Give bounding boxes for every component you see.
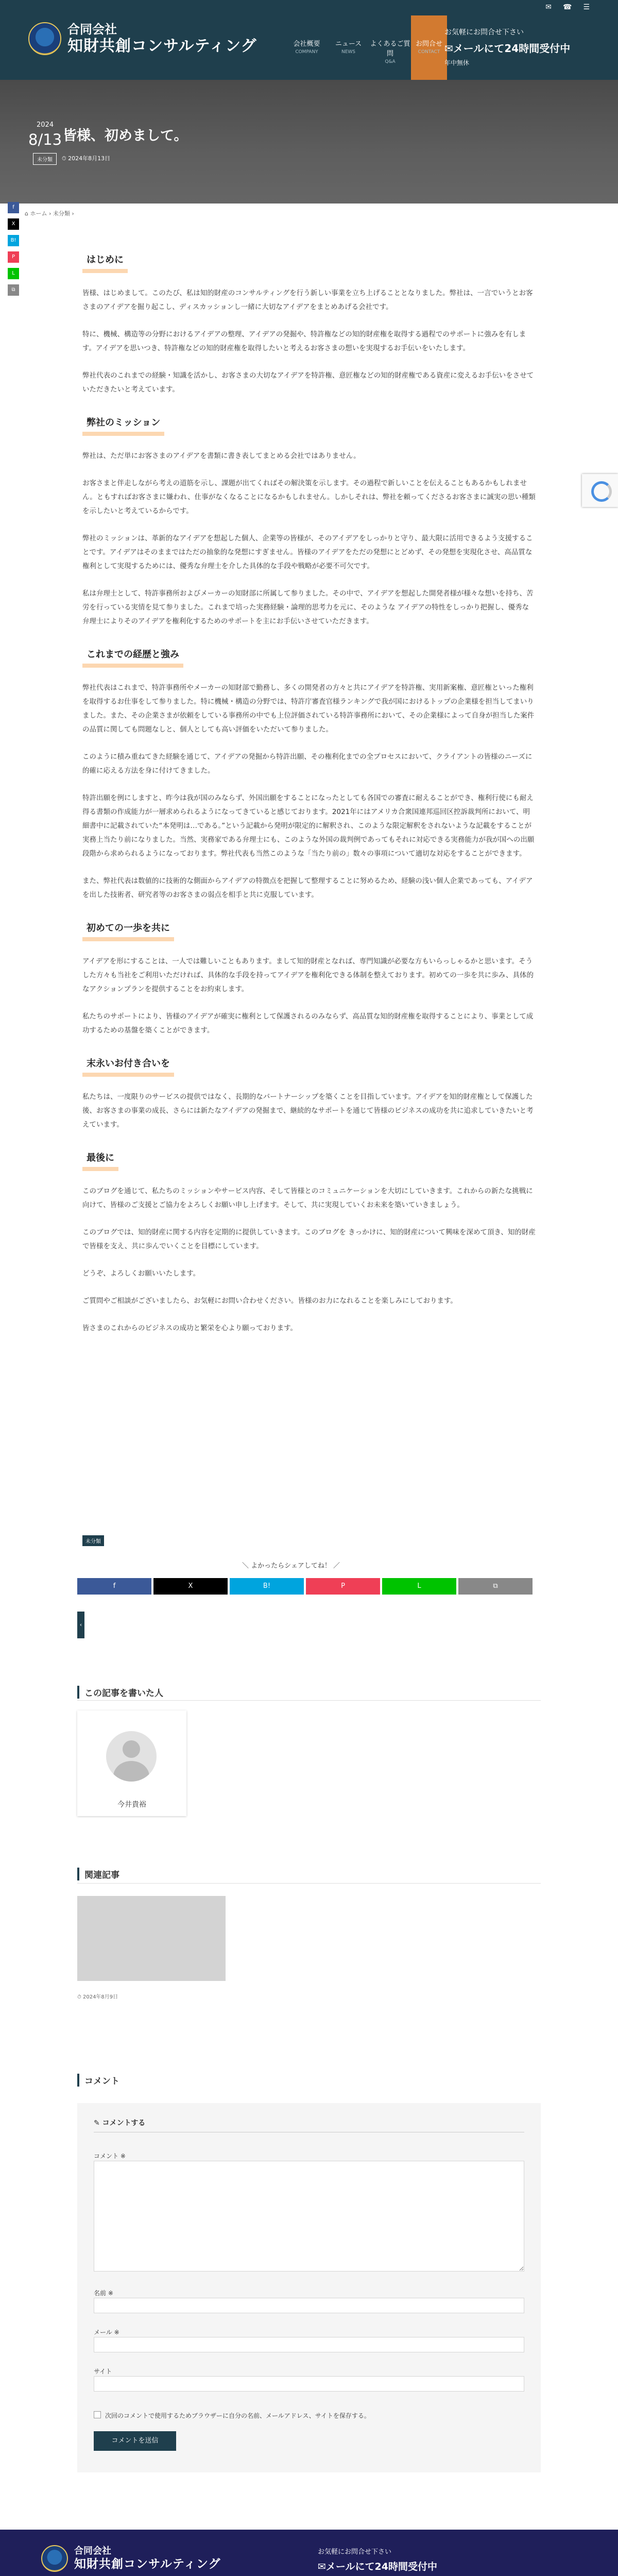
comment-form	[77, 2103, 541, 2472]
nav-contact[interactable]: お問合せ CONTACT	[411, 15, 447, 80]
company-type: 合同会社	[67, 22, 117, 37]
header-contact-info: お気軽にお問合せ下さい ✉メールにて24時間受付中 年中無休	[444, 28, 571, 66]
author-section-title: この記事を書いた人	[77, 1686, 163, 1699]
comment-textarea[interactable]	[94, 2161, 524, 2272]
pencil-icon: ✎	[94, 2119, 100, 2127]
author-name: 今井貴裕	[117, 1801, 146, 1809]
avatar	[106, 1731, 157, 1782]
section-closing: 最後に このブログを通じて、私たちのミッションやサービス内容、そして皆様とのコミュニケーションを大切にしていきます。これからの新たな挑戦に向けて、皆様のご支援とご協力をよろしくお願い申し上げます。そして、共に実現していくお未来を築いていきましょう。 このブログでは、知的財産に関する内容を定期的に提供していきます。このブログを きっかけに、知的財産について興味を深めて頂き、知的財産で皆様を支え、共に歩んでいくことを目標にしています。 どうぞ、よろしくお願いいたします。 ご質問やご相談がございましたら、お気軽にお問い合わせください。皆様のお力になれることを楽しみにしております。 皆さまのこれからのビジネスの成功と繁栄を心より願っております。	[82, 1150, 536, 1335]
name-input[interactable]	[94, 2298, 524, 2313]
related-post-thumbnail[interactable]	[77, 1896, 226, 1981]
related-post-date: ⏱ 2024年8月9日	[77, 1994, 118, 2000]
facebook-icon[interactable]: f	[8, 202, 19, 213]
share-label: ＼ よかったらシェアしてね！ ／	[242, 1562, 340, 1570]
x-icon[interactable]: X	[8, 218, 19, 230]
post-content	[82, 252, 536, 1354]
divider	[77, 1883, 541, 1884]
share-buttons	[77, 1578, 533, 1595]
breadcrumb-category[interactable]: 未分類	[53, 210, 70, 217]
post-category-link[interactable]: 未分類	[33, 153, 57, 165]
mail-icon[interactable]: ✉	[545, 3, 552, 11]
section-mission: 弊社のミッション 弊社は、ただ単にお客さまのアイデアを書類に書き表してまとめる会社ではありません。 お客さまと伴走しながら考えの道筋を示し、課題が出てくればその解決策を示します。その過程で新しいことを伝えることもあるかもしれません。ともすればお客さまに嫌われ、仕事がなくなることになるかもしれません。しかしそれは、弊社を頼ってくださるお客さまに誠実の思い種類を示したいと考えているからです。 弊社のミッションは、革新的なアイデアを想起した個人、企業等の皆様が、そのアイデアをしっかりと守り、最大限に活用できるよう支援することです。アイデアはそのままではただの抽象的な発想にすぎません。皆様のアイデアをただの発想にとどめず、その発想を実現化させ、高品質な権利として実現するためには、優秀な弁理士を介した具体的な手段や戦略が必要不可欠です。 私は弁理士として、特許事務所およびメーカーの知財部に所属して参りました。その中で、アイデアを想起した開発者様が様々な想いを持ち、苦労を行っている実情を見て参りました。これまで培った実務経験・論理的思考力を元に、そのような アイデアの特性をしっかり把握し、優秀な弁理士によりそのアイデアを権利化するためのサポートを主にお手伝いさせていただきます。	[82, 415, 536, 629]
share-x-button[interactable]: X	[153, 1578, 228, 1595]
global-nav	[286, 38, 447, 80]
hatena-icon[interactable]: B!	[8, 235, 19, 246]
site-input[interactable]	[94, 2376, 524, 2392]
section-partnership: 末永いお付き合いを 私たちは、一度限りのサービスの提供ではなく、長期的なパートナーシップを築くことを目指しています。アイデアを知的財産権として保護した後、お客さまの事業の成長、さらには新たなアイデアの発掘まで、継続的なサポートを通じて皆様のビジネスの成功を共に追求していきたいと考えています。	[82, 1056, 536, 1132]
site-footer	[0, 2530, 618, 2576]
section-intro: はじめに 皆様、はじめまして。このたび、私は知的財産のコンサルティングを行う新しい事業を立ち上げることとなりました。弊社は、一言でいうとお客さまのアイデアを掘り起こし、ディスカッションし一緒に大切なアイデアをまとめあげる会社です。 特に、機械、構造等の分野におけるアイデアの整理、アイデアの発掘や、特許権などの知的財産権を取得する過程でのサポートに強みを有します。アイデアを思いつき、特許権などの知的財産権を取得したいと考えるお客さまの想いを実現するお手伝いをいたします。 弊社代表のこれまでの経験・知識を活かし、お客さまの大切なアイデアを特許権、意匠権などの知的財産権である資産に変えるお手伝いをさせていただきたいと考えています。	[82, 252, 536, 397]
name-label: 名前 ※	[94, 2290, 113, 2297]
email-input[interactable]	[94, 2337, 524, 2352]
share-facebook-button[interactable]: f	[77, 1578, 151, 1595]
post-tag[interactable]: 未分類	[82, 1535, 104, 1546]
phone-icon[interactable]: ☎	[562, 3, 572, 11]
divider	[77, 1700, 541, 1701]
email-label: メール ※	[94, 2329, 119, 2336]
side-share-bar	[8, 202, 19, 296]
site-logo[interactable]	[28, 22, 257, 56]
post-title: 皆様、初めまして。	[63, 128, 188, 144]
logo-emblem-icon	[41, 2545, 68, 2572]
nav-company[interactable]: 会社概要 COMPANY	[293, 40, 320, 55]
share-pocket-button[interactable]: P	[306, 1578, 380, 1595]
post-published-date: ⏱ 2024年8月13日	[62, 155, 111, 162]
breadcrumb-home[interactable]: ホーム	[30, 210, 47, 217]
submit-comment-button[interactable]: コメントを送信	[94, 2431, 176, 2451]
save-info-label: 次回のコメントで使用するためブラウザーに自分の名前、メールアドレス、サイトを保存する。	[105, 2412, 370, 2419]
comment-section-title: コメント	[77, 2074, 119, 2087]
pocket-icon[interactable]: P	[8, 251, 19, 263]
comment-form-title: ✎ コメントする	[94, 2119, 146, 2127]
share-copy-button[interactable]: ⧉	[458, 1578, 533, 1595]
recaptcha-badge[interactable]	[582, 474, 618, 507]
company-name: 知財共創コンサルティング	[67, 37, 257, 55]
share-line-button[interactable]: L	[382, 1578, 456, 1595]
logo-emblem-icon	[28, 22, 61, 55]
nav-faq[interactable]: よくあるご質問 Q&A	[370, 40, 410, 64]
site-header	[0, 0, 618, 80]
author-card[interactable]	[77, 1710, 186, 1816]
footer-logo[interactable]: 合同会社 知財共創コンサルティング	[41, 2545, 221, 2572]
prev-post-button[interactable]: ‹	[77, 1612, 84, 1638]
share-hatena-button[interactable]: B!	[230, 1578, 304, 1595]
save-info-checkbox[interactable]	[94, 2411, 101, 2418]
related-section-title: 関連記事	[77, 1868, 119, 1880]
nav-news[interactable]: ニュース NEWS	[335, 40, 362, 55]
post-date-badge: 2024 8/13	[28, 121, 62, 148]
copy-icon[interactable]: ⧉	[8, 284, 19, 296]
breadcrumb: ⌂ ホーム › 未分類 ›	[25, 210, 74, 217]
line-icon[interactable]: L	[8, 268, 19, 279]
section-first-step: 初めての一歩を共に アイデアを形にすることは、一人では難しいこともあります。まして知的財産となれば、専門知識が必要な方もいらっしゃるかと思います。そうした方々も当社をご利用いただければ、具体的な手段を持ってアイデアを権利化できる体制を整えております。初めての一歩を共に歩み、具体的なアクションプランを提供することをお約束します。 私たちのサポートにより、皆様のアイデアが確実に権利として保護されるのみならず、高品質な知的財産権を取得することにより、事業として成功するための基盤を築くことができます。	[82, 921, 536, 1038]
footer-contact-info: お気軽にお問合せ下さい ✉メールにて24時間受付中	[318, 2548, 437, 2572]
home-icon: ⌂	[25, 210, 28, 217]
post-hero	[0, 80, 618, 204]
menu-icon[interactable]: ☰	[583, 3, 590, 11]
site-label: サイト	[94, 2368, 112, 2375]
section-career: これまでの経歴と強み 弊社代表はこれまで、特許事務所やメーカーの知財部で勤務し、多くの開発者の方々と共にアイデアを特許権、実用新案権、意匠権といった権利を取得するお仕事をして参りました。特に機械・構造の分野では、特許庁審査官様ランキングで我が国におけるトップの企業様を担当してまいりました。また、その企業さまが依頼をしている事務所の中でも上位評価されている特許事務所において、その企業様によって自身が担当した案件の品質に関しても問題なしと、個人としても高い評価をいただいて参りました。 このように積み重ねてきた経験を通じて、アイデアの発掘から特許出願、その権利化までの全プロセスにおいて、クライアントの皆様のニーズに的確に応える方法を身に付けてきました。 特許出願を例にしますと、昨今は我が国のみならず、外国出願をすることになったとしても各国での審査に耐えることができ、権利行使にも耐え得る書類の作成能力が一層求められるようになってきていると感じております。2021年にはアメリカ合衆国連邦巡回区控訴裁判所において、明細書中に記載されていた“本発明は…である。”という記載から発明が限定的に解釈され、このような限定解釈をされないような記載をすることが実務上当たり前になりました。当然、実務家である弁理士にも、このような外国の裁判例であってもそれに対応できる実務能力が我が国への出願段階から求められるようになっております。弊社代表も当然このような「当たり前の」数々の事項について適切な対応をすることができます。 また、弊社代表は数値的に技術的な側面からアイデアの特徴点を把握して整理することに努めるため、経験の浅い個人企業であっても、アイデアを出した技術者、研究者等のお客さまの弱点を相手と共に克服しています。	[82, 647, 536, 902]
comment-label: コメント ※	[94, 2153, 126, 2160]
